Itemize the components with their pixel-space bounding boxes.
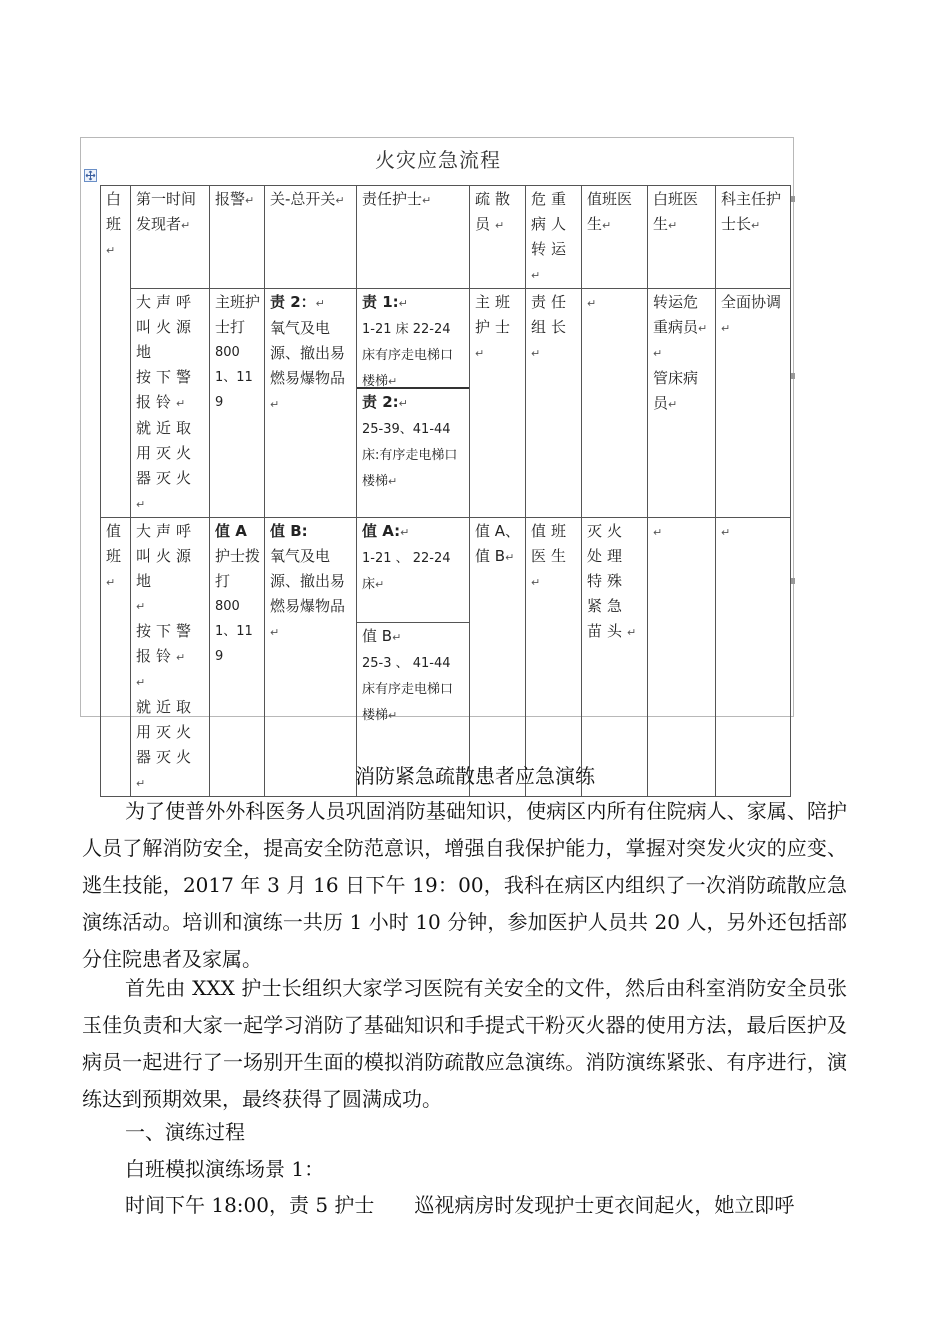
night-duty-doctor: 灭火处理特殊紧急苗头↵ (582, 518, 648, 797)
day-alarm: 主班护士打 8001、119 (210, 289, 265, 518)
day-duty-doctor: ↵ (582, 289, 648, 518)
header-director: 科主任护士长↵ (716, 186, 791, 289)
row-end-marker (791, 373, 795, 379)
day-first-finder: 大声呼叫火源地 按下警报铃↵ 就近取用灭火器灭火↵ (131, 289, 210, 518)
row-end-marker (791, 196, 795, 202)
row-end-marker (791, 578, 795, 584)
night-day-doctor: ↵ (648, 518, 716, 797)
paragraph-process: 首先由 XXX 护士长组织大家学习医院有关安全的文件，然后由科室消防安全员张玉佳负责和大家一起学习消防了基础知识和手提式干粉灭火器的使用方法，最后医护及病员一起进行了一场别开生面的模拟消防疏散应急演练。消防演练紧张、有序进行，演练达到预期效果，最终获得了圆满成功。 (82, 976, 847, 1111)
table-title: 火灾应急流程 (375, 148, 501, 172)
header-duty-doctor: 值班医生↵ (582, 186, 648, 289)
move-handle-icon[interactable] (84, 169, 97, 182)
night-alarm: 值 A 护士拨打 8001、119 (210, 518, 265, 797)
night-switch: 值 B: 氧气及电源、撤出易燃易爆物品↵ (265, 518, 357, 797)
header-evacuator: 疏散员↵ (470, 186, 526, 289)
day-nurse-b: 责 2:↵ 25-39、41-44 床:有序走电梯口楼梯↵ (362, 393, 458, 489)
day-switch: 责 2：↵ 氧气及电源、撤出易燃易爆物品↵ (265, 289, 357, 518)
night-critical-transfer: 值班医生↵ (526, 518, 582, 797)
night-duty-nurse (357, 518, 470, 797)
scene-heading: 白班模拟演练场景 1： (125, 1157, 325, 1181)
document-title: 消防紧急疏散患者应急演练 (355, 764, 595, 788)
scene-text: 时间下午 18:00，责 5 护士 巡视病房时发现护士更衣间起火，她立即呼 (125, 1193, 795, 1217)
day-nurse-a: 责 1:↵ 1-21 床 22-24 床有序走电梯口楼梯↵ (357, 289, 469, 389)
day-director: 全面协调↵ (716, 289, 791, 518)
header-main-switch: 关-总开关↵ (265, 186, 357, 289)
header-day-doctor: 白班医生↵ (648, 186, 716, 289)
night-evacuator: 值 A、 值 B↵ (470, 518, 526, 797)
day-duty-nurse (357, 289, 470, 518)
table-row-night (101, 518, 791, 797)
header-first-finder: 第一时间发现者↵ (131, 186, 210, 289)
night-first-finder: 大声呼叫火源地 ↵ 按下警报铃↵ ↵ 就近取用灭火器灭火↵ (131, 518, 210, 797)
day-critical-transfer: 责任组长↵ (526, 289, 582, 518)
table-header-row (101, 186, 791, 289)
row-label-day: 白班↵ (101, 186, 131, 518)
header-duty-nurse: 责任护士↵ (357, 186, 470, 289)
section-heading: 一、演练过程 (125, 1120, 245, 1144)
night-nurse-b: 值 B↵ 25-3 、 41-44 床有序走电梯口楼梯↵ (362, 627, 454, 723)
day-day-doctor: 转运危重病员↵ ↵ 管床病员↵ (648, 289, 716, 518)
fire-process-table (100, 185, 791, 797)
night-director: ↵ (716, 518, 791, 797)
day-evacuator: 主班护士↵ (470, 289, 526, 518)
night-nurse-a: 值 A:↵ 1-21 、 22-24 床↵ (357, 518, 469, 623)
header-alarm: 报警↵ (210, 186, 265, 289)
row-label-night: 值班↵ (101, 518, 131, 797)
paragraph-intro: 为了使普外外科医务人员巩固消防基础知识，使病区内所有住院病人、家属、陪护人员了解消防安全，提高安全防范意识，增强自我保护能力，掌握对突发火灾的应变、逃生技能，2017 年 3 月 16 日下午 19：00，我科在病区内组织了一次消防疏散应急演练活动。培训和演练一共历 1 小时 10 分钟，参加医护人员共 20 人，另外还包括部分住院患者及家属。 (82, 799, 847, 971)
table-row-day (101, 289, 791, 518)
header-critical-transfer: 危重病人转运↵ (526, 186, 582, 289)
